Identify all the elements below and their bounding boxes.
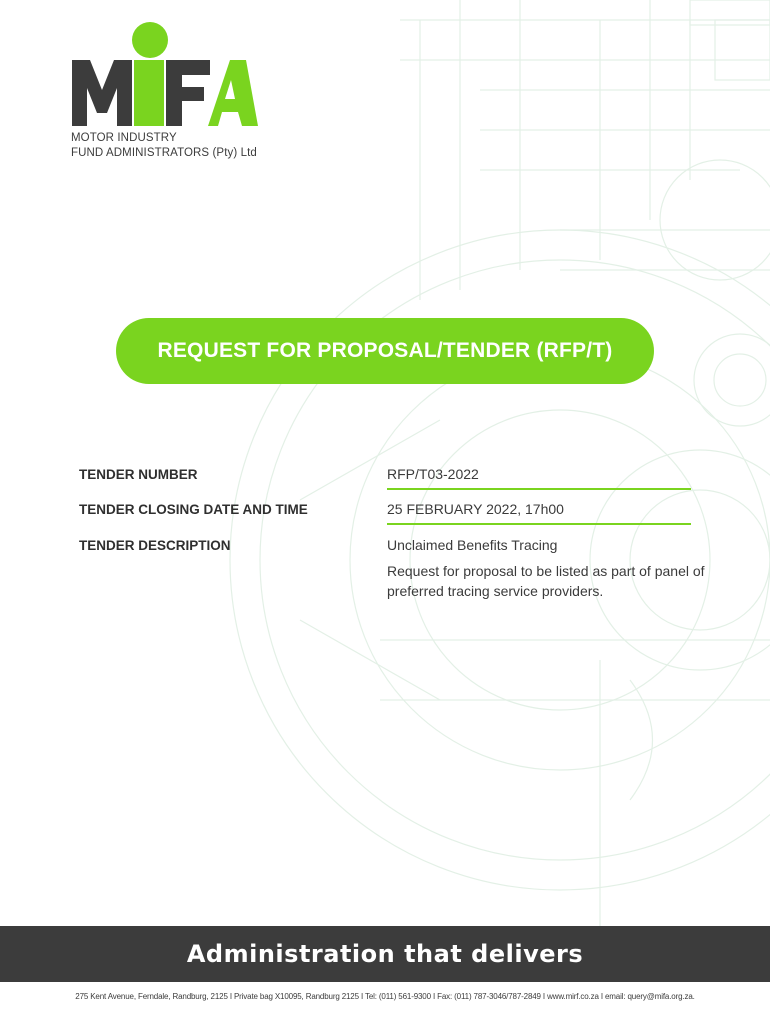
title-banner xyxy=(116,318,654,384)
divider-line xyxy=(387,488,691,490)
divider-line xyxy=(387,523,691,525)
footer-tagline: Administration that delivers xyxy=(186,940,584,968)
tender-number-value: RFP/T03-2022 xyxy=(387,466,479,482)
tender-closing-value: 25 FEBRUARY 2022, 17h00 xyxy=(387,501,564,517)
footer-band xyxy=(0,926,770,982)
tender-number-label: TENDER NUMBER xyxy=(79,467,198,482)
footer-address: 275 Kent Avenue, Ferndale, Randburg, 2125 I Private bag X10095, Randburg 2125 I Tel: (011) 561-9300 I Fax: (011) 787-3046/787-2849 I www.mirf.co.za I email: query@mifa.org.za. xyxy=(75,992,695,1001)
mifa-logo xyxy=(70,20,260,130)
tender-closing-label: TENDER CLOSING DATE AND TIME xyxy=(79,502,308,517)
tender-description-paragraph: Request for proposal to be listed as part of panel of preferred tracing service providers. xyxy=(387,563,705,599)
logo-company-name xyxy=(71,131,257,161)
tender-description-value: Unclaimed Benefits Tracing xyxy=(387,537,558,553)
logo-line-1: MOTOR INDUSTRY xyxy=(71,132,177,144)
banner-title: REQUEST FOR PROPOSAL/TENDER (RFP/T) xyxy=(157,339,613,362)
tender-description-label: TENDER DESCRIPTION xyxy=(79,538,231,553)
logo-line-2: FUND ADMINISTRATORS (Pty) Ltd xyxy=(71,147,257,159)
